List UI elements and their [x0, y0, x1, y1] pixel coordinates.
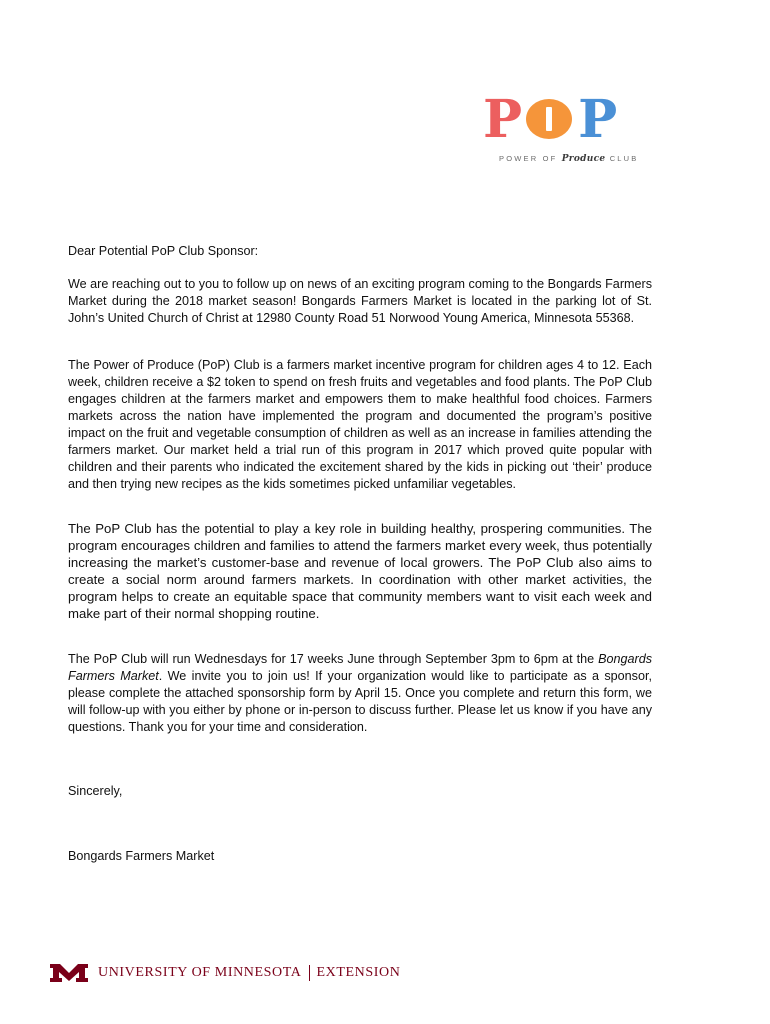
logo-letter-o-orange [526, 99, 572, 139]
logo-letter-p-blue: P [578, 89, 617, 150]
umn-extension-name: EXTENSION [316, 965, 401, 980]
umn-block-m-icon [50, 964, 88, 982]
paragraph-4-text [68, 651, 652, 736]
letter-signature [68, 848, 652, 865]
pop-club-logo [483, 89, 663, 168]
umn-extension-logo [50, 962, 400, 984]
paragraph-4-lead: The PoP Club will run Wednesdays for 17 weeks June through September 3pm to 6pm at the [68, 652, 595, 666]
umn-university-name: UNIVERSITY OF MINNESOTA [98, 965, 302, 980]
letter-salutation [68, 243, 652, 260]
paragraph-2-text: The Power of Produce (PoP) Club is a farmers market incentive program for children ages 4 to 12. Each week, children receive a $2 token to spend on fresh fruits and vegetables and food plants. The PoP Club engages children at the farmers market and empowers them to make healthful food choices. Farmers markets across the nation have implemented the program and documented the program’s positive impact on the fruit and vegetable consumption of children as well as an increase in families attending the farmers market. Our market held a trial run of this program in 2017 which proved quite popular with children and their parents who indicated the excitement shared by the kids in picking out ‘their’ produce and then trying new recipes as the kids sometimes picked unfamiliar vegetables. [68, 358, 652, 491]
logo-letters [483, 89, 663, 150]
salutation-text: Dear Potential PoP Club Sponsor: [68, 244, 259, 258]
letter-paragraph-4 [68, 651, 652, 736]
tagline-club: CLUB [609, 154, 639, 163]
letter-paragraph-3 [68, 520, 652, 622]
paragraph-1-text: We are reaching out to you to follow up on news of an exciting program coming to the Bongards Farmers Market during the 2018 market season! Bongards Farmers Market is located in the parking lot of St. John’s United Church of Christ at 12980 County Road 51 Norwood Young America, Minnesota 55368. [68, 277, 652, 325]
letter-paragraph-2 [68, 357, 652, 493]
umn-separator [309, 965, 310, 981]
paragraph-4-market-name: Bongards Farmers Market [68, 652, 652, 683]
logo-tagline [499, 154, 663, 164]
closing-text: Sincerely, [68, 784, 123, 798]
tagline-produce: Produce [561, 154, 606, 164]
logo-letter-p-red: P [483, 89, 522, 150]
paragraph-3-text: The PoP Club has the potential to play a key role in building healthy, prospering communities. The program encourages children and families to attend the farmers market every week, thus potentially increasing the market’s customer-base and revenue of local growers. The PoP Club also aims to create a social norm around farmers markets. In coordination with other market activities, the program helps to create an equitable space that community members want to visit each week and make part of their normal shopping routine. [68, 521, 652, 621]
signature-text: Bongards Farmers Market [68, 849, 215, 863]
tagline-power-of: POWER OF [499, 154, 558, 163]
letter-paragraph-1 [68, 276, 652, 327]
letter-closing [68, 783, 652, 800]
paragraph-4-rest: . We invite you to join us! If your organization would like to participate as a sponsor, please complete the attached sponsorship form by April 15. Once you complete and return this form, we will follow-up with you either by phone or in-person to discuss further. Please let us know if you have any questions. Thank you for your time and consideration. [68, 669, 652, 734]
